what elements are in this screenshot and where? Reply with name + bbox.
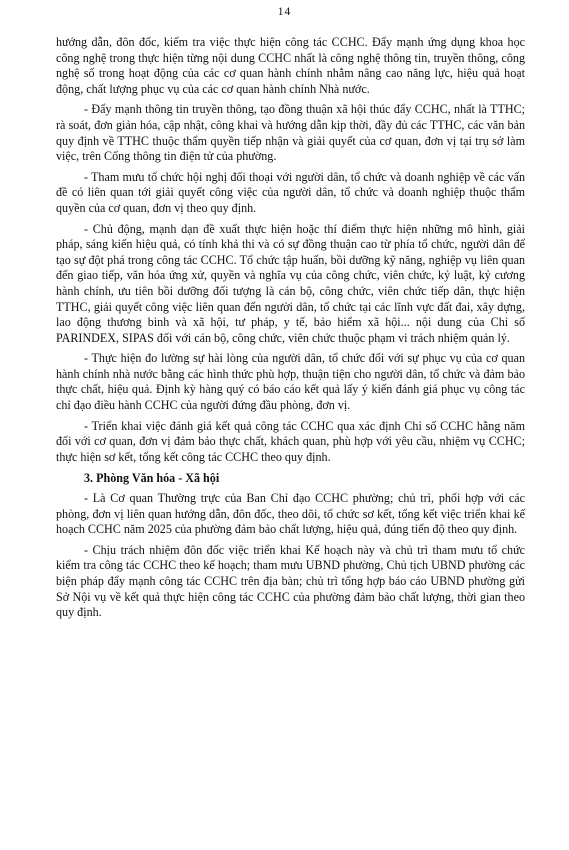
paragraph-pilot-models: - Chủ động, mạnh dạn đề xuất thực hiện hoặc thí điểm thực hiện những mô hình, giải pháp, sáng kiến hiệu quả, có tính khả thi và có sự đồng thuận cao từ phía tổ chức, người dân để tạo sự đột phá trong công tác CCHC. Tổ chức tập huấn, bồi dưỡng kỹ năng, nghiệp vụ liên quan đến giao tiếp, văn hóa ứng xử, quyền và nghĩa vụ của công chức, viên chức, kỷ luật, kỷ cương hành chính, ưu tiên bồi dưỡng đối tượng là cán bộ, công chức, viên chức tiếp dân, thực hiện TTHC, giải quyết công việc liên quan đến người dân, tổ chức tại các lĩnh vực đất đai, xây dựng, lao động thương binh và xã hội, tư pháp, y tế, bảo hiểm xã hội... nội dung của Chỉ số PARINDEX, SIPAS đối với cán bộ, công chức, viên chức thuộc phạm vi trách nhiệm quản lý. — [56, 221, 525, 345]
paragraph-communication: - Đẩy mạnh thông tin truyền thông, tạo đồng thuận xã hội thúc đẩy CCHC, nhất là TTHC; rà soát, đơn giản hóa, cập nhật, công khai và hướng dẫn kịp thời, đầy đủ các TTHC, các văn bản quy định về TTHC thuộc thẩm quyền tiếp nhận và giải quyết của cơ quan, đơn vị tại trụ sở làm việc, trên Cổng thông tin điện tử của phường. — [56, 102, 525, 164]
paragraph-standing-agency: - Là Cơ quan Thường trực của Ban Chỉ đạo CCHC phường; chủ trì, phối hợp với các phòng, đơn vị liên quan hướng dẫn, đôn đốc, theo dõi, tổ chức sơ kết, tổng kết việc triển khai kế hoạch CCHC năm 2025 của phường đảm bảo chất lượng, hiệu quả, đúng tiến độ theo quy định. — [56, 491, 525, 537]
section-heading: 3. Phòng Văn hóa - Xã hội — [84, 471, 220, 486]
paragraph-satisfaction-measurement: - Thực hiện đo lường sự hài lòng của người dân, tổ chức đối với sự phục vụ của cơ quan hành chính nhà nước bằng các hình thức phù hợp, thuận tiện cho người dân, tổ chức và đảm bảo thực chất, hiệu quả. Định kỳ hàng quý có báo cáo kết quả lấy ý kiến đánh giá phục vụ công tác chỉ đạo điều hành CCHC của người đứng đầu phòng, đơn vị. — [56, 351, 525, 413]
paragraph-dialogue-conference: - Tham mưu tổ chức hội nghị đối thoại với người dân, tổ chức và doanh nghiệp về các vấn đề có liên quan tới giải quyết công việc của người dân, tổ chức và doanh nghiệp thuộc thẩm quyền của cơ quan, đơn vị theo quy định. — [56, 169, 525, 215]
paragraph-cchc-index-evaluation: - Triển khai việc đánh giá kết quả công tác CCHC qua xác định Chỉ số CCHC hằng năm đối với cơ quan, đơn vị đảm bảo thực chất, khách quan, phù hợp với yêu cầu, nhiệm vụ CCHC; thực hiện sơ kết, tổng kết công tác CCHC theo quy định. — [56, 418, 525, 464]
page-number: 14 — [277, 6, 292, 18]
paragraph-continuation: hướng dẫn, đôn đốc, kiểm tra việc thực hiện công tác CCHC. Đẩy mạnh ứng dụng khoa học công nghệ trong thực hiện từng nội dung CCHC nhất là công nghệ thông tin, truyền thông, công nghệ số trong hoạt động của các cơ quan hành chính nhằm nâng cao năng lực, hiệu quả hoạt động, chất lượng phục vụ của các cơ quan hành chính Nhà nước. — [56, 35, 525, 96]
paragraph-responsibility: - Chịu trách nhiệm đôn đốc việc triển khai Kế hoạch này và chủ trì tham mưu tổ chức kiểm tra công tác CCHC theo kế hoạch; tham mưu UBND phường, Chủ tịch UBND phường các biện pháp đẩy mạnh công tác CCHC trên địa bàn; chủ trì tổng hợp báo cáo UBND phường gửi Sở Nội vụ về kết quả thực hiện công tác CCHC của phường đảm bảo chất lượng, thời gian theo quy định. — [56, 542, 525, 620]
document-body — [56, 35, 525, 626]
